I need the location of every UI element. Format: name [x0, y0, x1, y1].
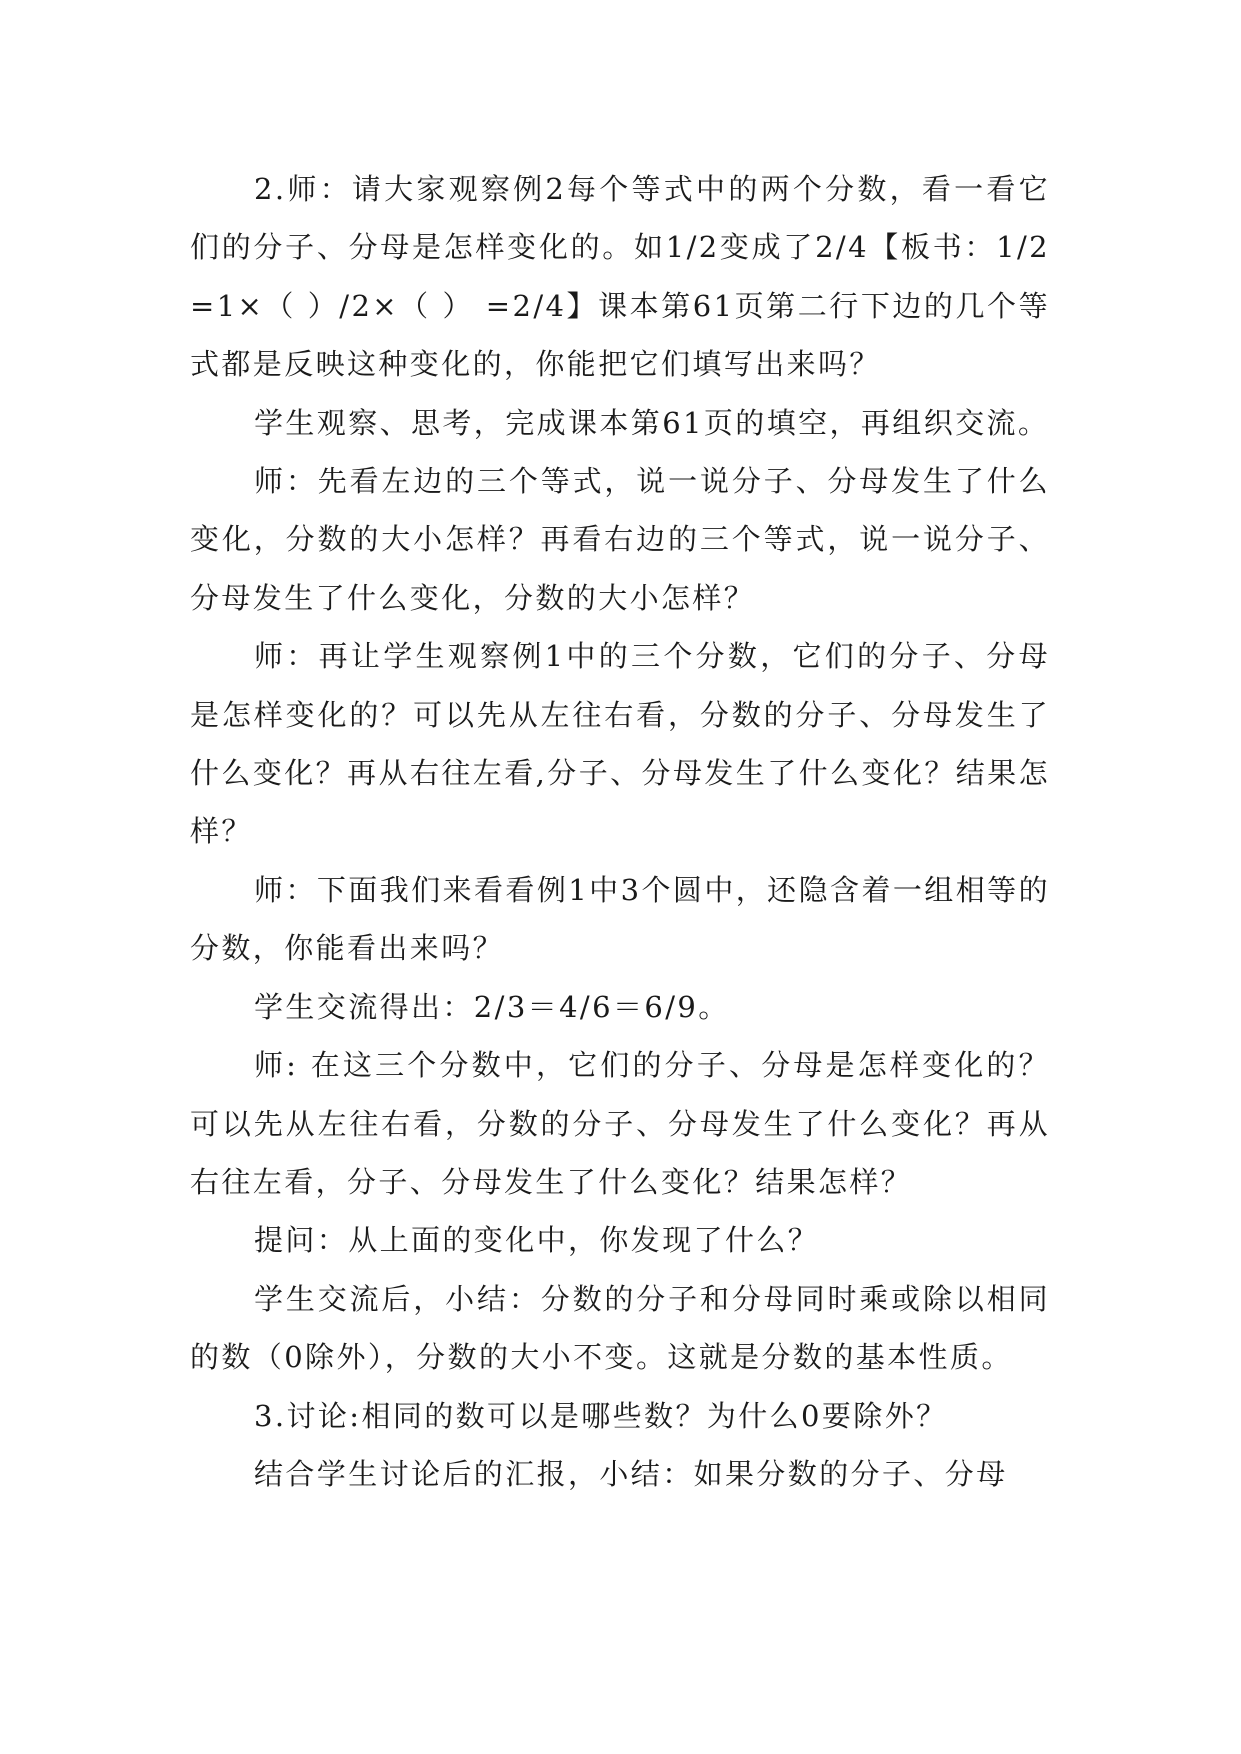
paragraph-observe-example-1: 师：再让学生观察例1中的三个分数，它们的分子、分母是怎样变化的？可以先从左往右看，分数的分子、分母发生了什么变化？再从右往左看,分子、分母发生了什么变化？结果怎样？: [190, 639, 1050, 849]
paragraph-hidden-equal-fractions: 师：下面我们来看看例1中3个圆中，还隐含着一组相等的分数，你能看出来吗？: [190, 872, 1050, 966]
paragraph-three-fractions-change: 师: 在这三个分数中，它们的分子、分母是怎样变化的？可以先从左往右看，分数的分子、分母发生了什么变化？再从右往左看，分子、分母发生了什么变化？结果怎样？: [190, 1048, 1050, 1199]
paragraph-basic-property-summary: 学生交流后，小结：分数的分子和分母同时乘或除以相同的数（0除外），分数的大小不变。这就是分数的基本性质。: [190, 1281, 1050, 1375]
paragraph-discussion-zero: 3.讨论:相同的数可以是哪些数？为什么0要除外？: [254, 1398, 948, 1433]
paragraph-observe-example-2: 2.师：请大家观察例2每个等式中的两个分数，看一看它们的分子、分母是怎样变化的。如1/2变成了2/4【板书：1/2 =1×（ ）/2×（ ） =2/4】课本第61页第二行下边的几个等式都是反映这种变化的，你能把它们填写出来吗？: [190, 172, 1050, 382]
paragraph-discussion-summary: 结合学生讨论后的汇报，小结：如果分数的分子、分母: [254, 1456, 1008, 1491]
paragraph-students-fill-blanks: 学生观察、思考，完成课本第61页的填空，再组织交流。: [254, 405, 1050, 440]
paragraph-students-conclude: 学生交流得出：2/3＝4/6＝6/9。: [254, 989, 730, 1024]
paragraph-question-discovery: 提问：从上面的变化中，你发现了什么？: [254, 1223, 820, 1258]
paragraph-left-right-equations: 师：先看左边的三个等式，说一说分子、分母发生了什么变化，分数的大小怎样？再看右边的三个等式，说一说分子、分母发生了什么变化，分数的大小怎样？: [190, 464, 1050, 615]
document-body: [190, 160, 1050, 1503]
